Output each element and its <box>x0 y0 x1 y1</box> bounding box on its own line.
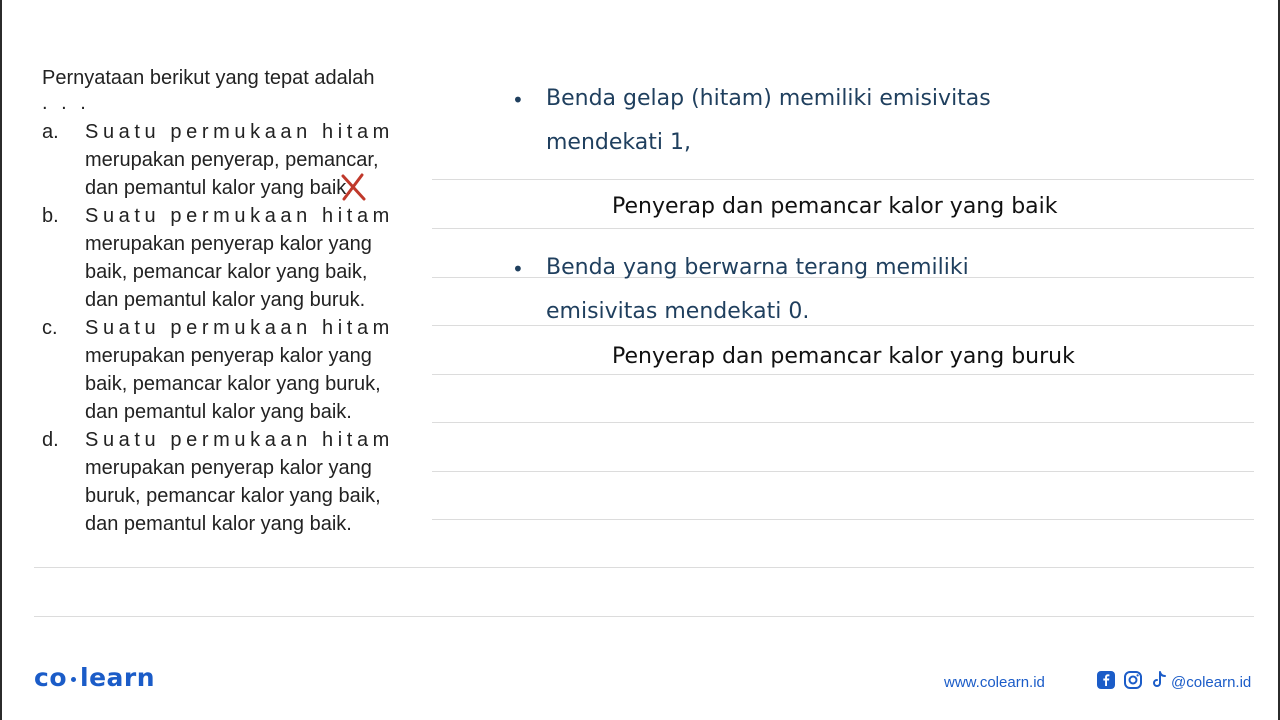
instagram-icon[interactable] <box>1123 670 1143 690</box>
option-first-line: Suatu permukaan hitam <box>85 205 394 227</box>
option-line: merupakan penyerap kalor yang <box>85 233 372 255</box>
note-1-line-1: Benda gelap (hitam) memiliki emisivitas <box>546 86 991 111</box>
ruled-line <box>34 616 1254 617</box>
note-2-line-2: emisivitas mendekati 0. <box>546 299 810 324</box>
colearn-logo <box>34 663 155 692</box>
option-letter: c. <box>42 317 58 339</box>
question-stem: Pernyataan berikut yang tepat adalah <box>42 67 375 89</box>
option-line: baik, pemancar kalor yang buruk, <box>85 373 381 395</box>
bullet-point: • <box>512 88 524 112</box>
note-1-result: Penyerap dan pemancar kalor yang baik <box>612 194 1058 219</box>
note-1-line-2: mendekati 1, <box>546 130 691 155</box>
left-border <box>0 0 2 720</box>
option-d <box>42 426 412 538</box>
option-line: baik, pemancar kalor yang baik, <box>85 261 368 283</box>
ruled-line <box>432 374 1254 375</box>
tiktok-icon[interactable] <box>1149 670 1169 690</box>
option-line: dan pemantul kalor yang baik. <box>85 401 352 423</box>
ruled-line <box>432 471 1254 472</box>
option-text <box>85 454 410 538</box>
option-first-line: Suatu permukaan hitam <box>85 317 394 339</box>
website-link[interactable]: www.colearn.id <box>944 674 1045 691</box>
ruled-line <box>432 228 1254 229</box>
option-letter: b. <box>42 205 59 227</box>
ruled-line <box>34 567 1254 568</box>
ruled-line <box>432 422 1254 423</box>
option-line: dan pemantul kalor yang baik. <box>85 177 352 199</box>
wrong-answer-x-icon <box>338 172 368 202</box>
logo-left: co <box>34 663 67 692</box>
option-first-line: Suatu permukaan hitam <box>85 121 394 143</box>
bullet-point: • <box>512 257 524 281</box>
option-line: merupakan penyerap kalor yang <box>85 457 372 479</box>
option-line: merupakan penyerap, pemancar, <box>85 149 379 171</box>
note-2-result: Penyerap dan pemancar kalor yang buruk <box>612 344 1075 369</box>
option-text <box>85 230 410 314</box>
option-line: merupakan penyerap kalor yang <box>85 345 372 367</box>
note-2-line-1: Benda yang berwarna terang memiliki <box>546 255 969 280</box>
option-line: dan pemantul kalor yang buruk. <box>85 289 366 311</box>
option-line: dan pemantul kalor yang baik. <box>85 513 352 535</box>
logo-right: learn <box>80 663 156 692</box>
facebook-icon[interactable] <box>1096 670 1116 690</box>
ruled-line <box>432 519 1254 520</box>
option-c <box>42 314 412 426</box>
social-handle[interactable]: @colearn.id <box>1171 674 1252 691</box>
logo-dot <box>71 677 76 682</box>
option-first-line: Suatu permukaan hitam <box>85 429 394 451</box>
ruled-line <box>432 179 1254 180</box>
option-letter: d. <box>42 429 59 451</box>
option-text <box>85 342 410 426</box>
option-letter: a. <box>42 121 59 143</box>
question-ellipsis: . . . <box>42 92 90 114</box>
option-b <box>42 202 412 314</box>
ruled-line <box>432 325 1254 326</box>
option-line: buruk, pemancar kalor yang baik, <box>85 485 381 507</box>
